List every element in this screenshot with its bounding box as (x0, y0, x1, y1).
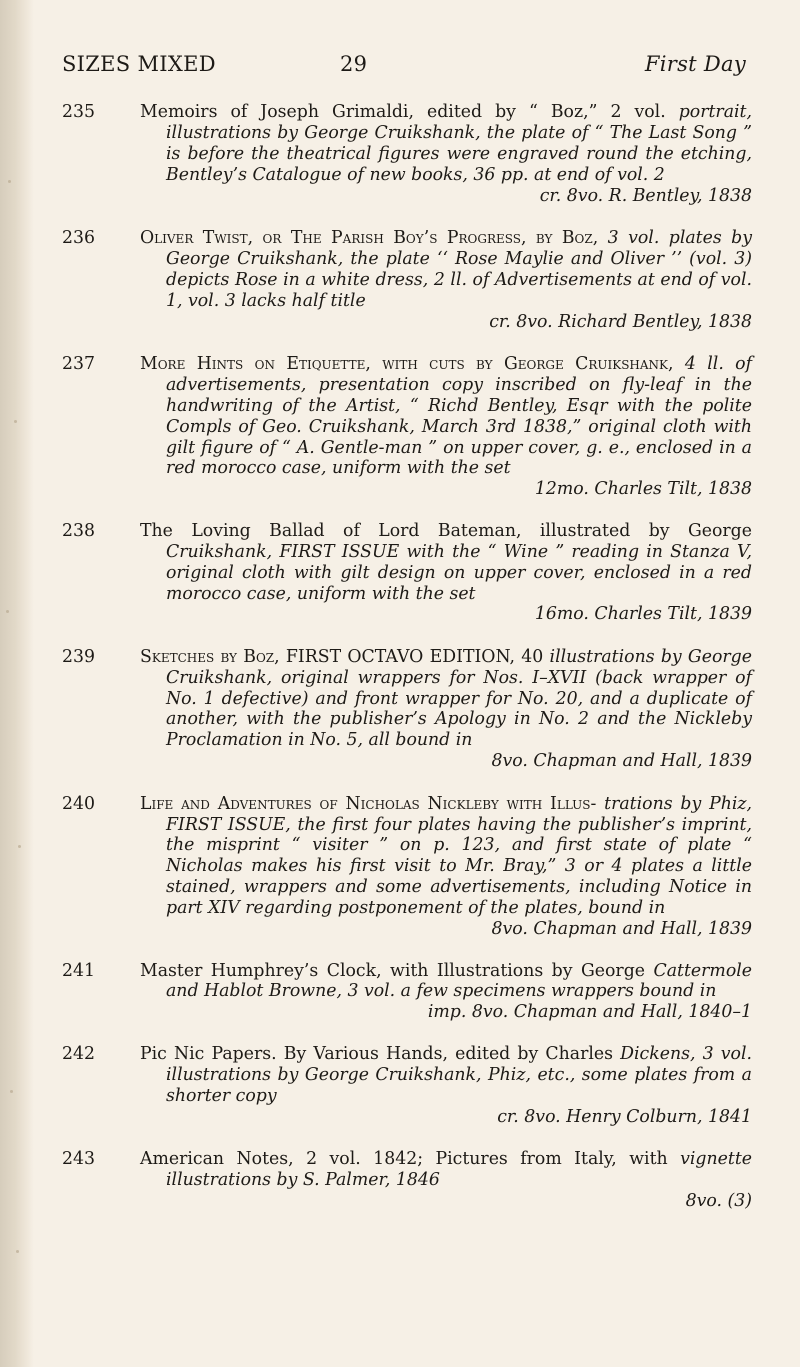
entry-description: portrait, illustrations by George Cruikshank, the plate of “ The Last Song ” is before the theatrical figures were engraved round the etching, Bentley’s Catalogue of new books, 36 pp. at end of vol. 2 (166, 102, 752, 185)
lot-number: 238 (62, 520, 96, 541)
lot-number: 235 (62, 102, 96, 122)
entry-text (140, 1044, 752, 1128)
entry-imprint: cr. 8vo. R. Bentley, 1838 (539, 185, 752, 206)
catalogue-entry (62, 1044, 752, 1128)
entry-description: Cattermole and Hablot Browne, 3 vol. a few specimens wrappers bound in (166, 960, 753, 1002)
entry-title: The Loving Ballad of Lord Bateman, illustrated by George (140, 520, 752, 541)
entry-description: Dickens, 3 vol. illustrations by George Cruikshank, Phiz, etc., some plates from a shorter copy (166, 1044, 752, 1107)
entry-title: American Notes, 2 vol. 1842; Pictures from Italy, with (140, 1149, 668, 1170)
entry-description: 3 vol. plates by George Cruikshank, the plate ‘‘ Rose Maylie and Oliver ’’ (vol. 3) depicts Rose in a white dress, 2 ll. of Advertisements at end of vol. 1, vol. 3 lacks half title (166, 227, 753, 311)
entry-description: 4 ll. of advertisements, presentation copy inscribed on fly-leaf in the handwriting of the Artist, “ Richd Bentley, Esqr with the polite Compls of Geo. Cruikshank, March 3rd 1838,” original cloth with gilt figure of “ A. Gentle-man ” on upper cover, g. e., enclosed in a red morocco case, uniform with the set (166, 353, 753, 479)
running-head-section: SIZES MIXED (62, 52, 216, 76)
entry-description: illustrations by George Cruikshank, original wrappers for Nos. I–XVII (back wrapper of No. 1 defective) and front wrapper for No. 20, and a duplicate of another, with the publisher’s Apology in No. 2 and the Nickleby Proclamation in No. 5, all bound in (166, 646, 752, 751)
catalogue-entry (62, 647, 752, 773)
entry-title: Memoirs of Joseph Grimaldi, edited by “ Boz,” 2 vol. (140, 102, 666, 122)
entry-title: Oliver Twist, or The Parish Boy’s Progress, by Boz, (140, 227, 599, 248)
entry-imprint: 8vo. Chapman and Hall, 1839 (491, 751, 752, 772)
running-head-day: First Day (644, 52, 746, 76)
catalogue-entry (62, 228, 752, 333)
entry-text (140, 228, 752, 333)
entry-title: Life and Adventures of Nicholas Nickleby with Illus- (140, 793, 597, 814)
entry-title: More Hints on Etiquette, with cuts by George Cruikshank, (140, 353, 674, 374)
lot-number: 241 (62, 960, 96, 981)
entry-title: Pic Nic Papers. By Various Hands, edited by Charles (140, 1044, 613, 1065)
entry-imprint: 8vo. Chapman and Hall, 1839 (491, 919, 752, 940)
page-binding-edge (0, 0, 34, 1367)
entry-imprint: 8vo. (3) (685, 1191, 752, 1212)
entry-imprint: imp. 8vo. Chapman and Hall, 1840–1 (427, 1002, 752, 1023)
entry-text (140, 794, 752, 940)
catalogue-entry (62, 102, 752, 207)
entry-title: Sketches by Boz, FIRST OCTAVO EDITION, 40 (140, 646, 544, 667)
catalogue-entry (62, 1149, 752, 1212)
entry-description: Cruikshank, FIRST ISSUE with the “ Wine ” reading in Stanza V, original cloth with gilt design on upper cover, enclosed in a red morocco case, uniform with the set (166, 541, 752, 604)
entry-text (140, 102, 752, 207)
catalogue-entry (62, 354, 752, 500)
catalogue-entry (62, 794, 752, 940)
lot-number: 236 (62, 227, 96, 248)
entry-imprint: cr. 8vo. Richard Bentley, 1838 (489, 311, 752, 332)
lot-number: 240 (62, 793, 96, 814)
running-head (62, 52, 746, 82)
entry-text (140, 1149, 752, 1212)
entry-text (140, 647, 752, 773)
entry-text (140, 961, 752, 1024)
lot-number: 237 (62, 353, 96, 374)
entry-description: trations by Phiz, FIRST ISSUE, the first four plates having the publisher’s imprint, the misprint “ visiter ” on p. 123, and first state of plate “ Nicholas makes his first visit to Mr. Bray,” 3 or 4 plates a little stained, wrappers and some advertisements, including Notice in part XIV regarding postponement of the plates, bound in (166, 793, 752, 919)
entry-imprint: cr. 8vo. Henry Colburn, 1841 (497, 1107, 752, 1128)
catalogue-entry (62, 961, 752, 1024)
entry-description: vignette illustrations by S. Palmer, 1846 (166, 1149, 753, 1191)
lot-number: 239 (62, 646, 96, 667)
entry-text (140, 521, 752, 626)
lot-number: 242 (62, 1044, 96, 1065)
lot-number: 243 (62, 1149, 96, 1170)
entry-imprint: 12mo. Charles Tilt, 1838 (534, 479, 752, 500)
entry-title: Master Humphrey’s Clock, with Illustrations by George (140, 960, 646, 981)
entry-text (140, 354, 752, 500)
page-number: 29 (340, 52, 368, 76)
entry-imprint: 16mo. Charles Tilt, 1839 (534, 604, 752, 625)
catalogue-entry (62, 521, 752, 626)
